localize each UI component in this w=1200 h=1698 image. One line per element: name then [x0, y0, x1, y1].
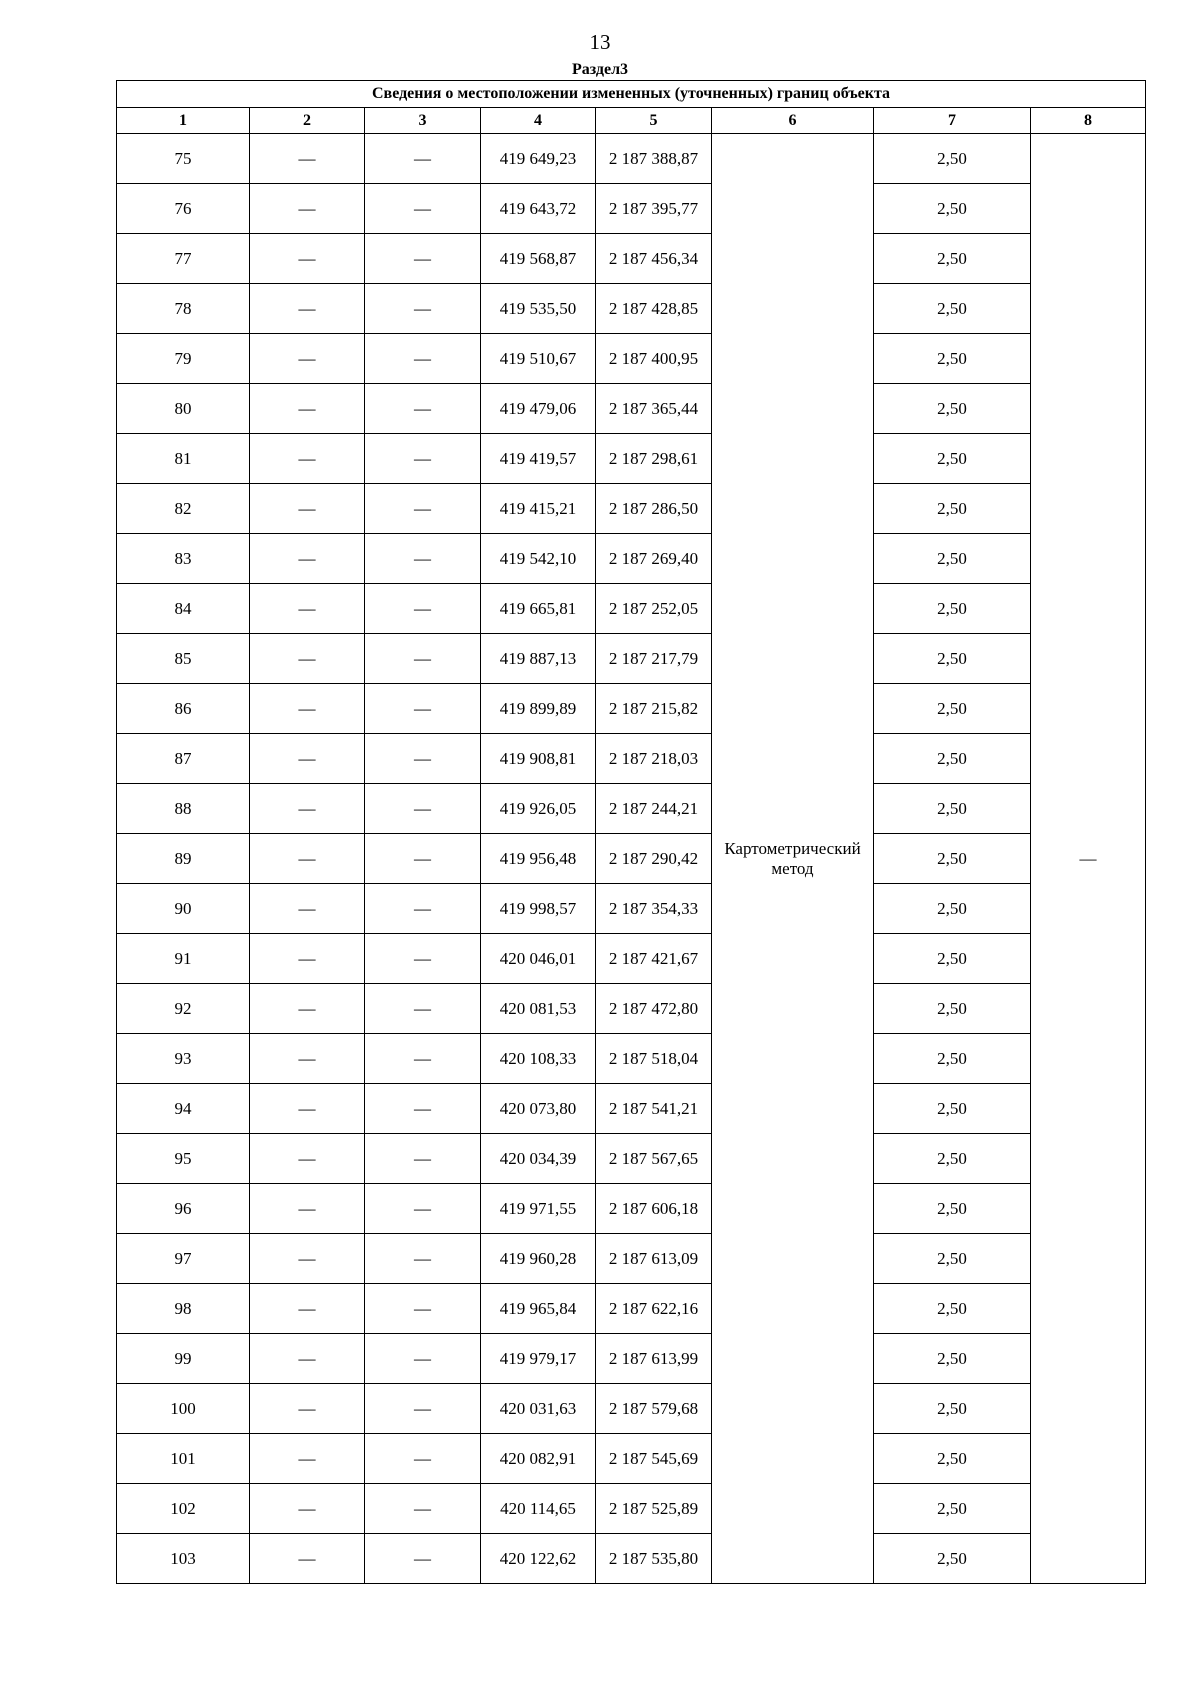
- coord-y: 2 187 567,65: [596, 1134, 712, 1184]
- point-number: 77: [117, 234, 250, 284]
- col2-dash: —: [250, 1484, 365, 1534]
- coord-x: 419 979,17: [481, 1334, 596, 1384]
- column-header: 6: [712, 108, 874, 134]
- point-number: 87: [117, 734, 250, 784]
- accuracy: 2,50: [874, 634, 1031, 684]
- coord-y: 2 187 252,05: [596, 584, 712, 634]
- coord-x: 420 108,33: [481, 1034, 596, 1084]
- col2-dash: —: [250, 1334, 365, 1384]
- point-number: 83: [117, 534, 250, 584]
- table-title-row: [117, 81, 1146, 108]
- coord-x: 420 073,80: [481, 1084, 596, 1134]
- point-number: 89: [117, 834, 250, 884]
- coord-y: 2 187 541,21: [596, 1084, 712, 1134]
- col2-dash: —: [250, 784, 365, 834]
- point-number: 78: [117, 284, 250, 334]
- col2-dash: —: [250, 734, 365, 784]
- table-row: [117, 934, 1146, 984]
- col3-dash: —: [365, 134, 481, 184]
- coord-x: 420 034,39: [481, 1134, 596, 1184]
- coord-x: 419 965,84: [481, 1284, 596, 1334]
- col3-dash: —: [365, 1484, 481, 1534]
- col3-dash: —: [365, 1534, 481, 1584]
- coord-y: 2 187 388,87: [596, 134, 712, 184]
- coord-y: 2 187 622,16: [596, 1284, 712, 1334]
- col3-dash: —: [365, 534, 481, 584]
- point-number: 98: [117, 1284, 250, 1334]
- table-row: [117, 1284, 1146, 1334]
- coord-y: 2 187 518,04: [596, 1034, 712, 1084]
- accuracy: 2,50: [874, 584, 1031, 634]
- accuracy: 2,50: [874, 1534, 1031, 1584]
- coord-y: 2 187 215,82: [596, 684, 712, 734]
- table-row: [117, 634, 1146, 684]
- coord-y: 2 187 613,99: [596, 1334, 712, 1384]
- coord-y: 2 187 428,85: [596, 284, 712, 334]
- point-number: 82: [117, 484, 250, 534]
- col3-dash: —: [365, 984, 481, 1034]
- point-number: 90: [117, 884, 250, 934]
- accuracy: 2,50: [874, 1234, 1031, 1284]
- col3-dash: —: [365, 1084, 481, 1134]
- coord-x: 419 887,13: [481, 634, 596, 684]
- col3-dash: —: [365, 234, 481, 284]
- accuracy: 2,50: [874, 234, 1031, 284]
- accuracy: 2,50: [874, 684, 1031, 734]
- coord-y: 2 187 421,67: [596, 934, 712, 984]
- coord-x: 420 122,62: [481, 1534, 596, 1584]
- col3-dash: —: [365, 1184, 481, 1234]
- coord-x: 419 899,89: [481, 684, 596, 734]
- col2-dash: —: [250, 984, 365, 1034]
- point-number: 101: [117, 1434, 250, 1484]
- accuracy: 2,50: [874, 384, 1031, 434]
- coord-y: 2 187 613,09: [596, 1234, 712, 1284]
- coord-y: 2 187 456,34: [596, 234, 712, 284]
- coord-y: 2 187 354,33: [596, 884, 712, 934]
- accuracy: 2,50: [874, 1384, 1031, 1434]
- accuracy: 2,50: [874, 1334, 1031, 1384]
- table-row: [117, 734, 1146, 784]
- coord-x: 419 419,57: [481, 434, 596, 484]
- coord-y: 2 187 400,95: [596, 334, 712, 384]
- table-row: [117, 1234, 1146, 1284]
- col3-dash: —: [365, 184, 481, 234]
- point-number: 88: [117, 784, 250, 834]
- point-number: 76: [117, 184, 250, 234]
- col2-dash: —: [250, 1534, 365, 1584]
- col2-dash: —: [250, 1084, 365, 1134]
- coord-x: 419 479,06: [481, 384, 596, 434]
- table-row: [117, 1034, 1146, 1084]
- table-row: [117, 1084, 1146, 1134]
- boundary-table: [116, 80, 1146, 1584]
- point-number: 103: [117, 1534, 250, 1584]
- accuracy: 2,50: [874, 434, 1031, 484]
- accuracy: 2,50: [874, 534, 1031, 584]
- coord-x: 419 542,10: [481, 534, 596, 584]
- accuracy: 2,50: [874, 1484, 1031, 1534]
- col3-dash: —: [365, 1284, 481, 1334]
- col2-dash: —: [250, 1134, 365, 1184]
- coord-y: 2 187 365,44: [596, 384, 712, 434]
- column-header: 4: [481, 108, 596, 134]
- point-number: 92: [117, 984, 250, 1034]
- col3-dash: —: [365, 684, 481, 734]
- col2-dash: —: [250, 184, 365, 234]
- column-header: 2: [250, 108, 365, 134]
- coord-y: 2 187 298,61: [596, 434, 712, 484]
- point-number: 75: [117, 134, 250, 184]
- column-header-row: [117, 108, 1146, 134]
- coord-y: 2 187 525,89: [596, 1484, 712, 1534]
- accuracy: 2,50: [874, 934, 1031, 984]
- table-row: [117, 484, 1146, 534]
- coord-y: 2 187 579,68: [596, 1384, 712, 1434]
- coord-x: 419 568,87: [481, 234, 596, 284]
- accuracy: 2,50: [874, 334, 1031, 384]
- table-row: [117, 1384, 1146, 1434]
- accuracy: 2,50: [874, 1284, 1031, 1334]
- accuracy: 2,50: [874, 484, 1031, 534]
- col3-dash: —: [365, 1334, 481, 1384]
- coord-y: 2 187 217,79: [596, 634, 712, 684]
- table-row: [117, 784, 1146, 834]
- accuracy: 2,50: [874, 184, 1031, 234]
- table-row: [117, 534, 1146, 584]
- point-number: 91: [117, 934, 250, 984]
- table-row: [117, 284, 1146, 334]
- col2-dash: —: [250, 1434, 365, 1484]
- col2-dash: —: [250, 1034, 365, 1084]
- coord-x: 420 114,65: [481, 1484, 596, 1534]
- col2-dash: —: [250, 684, 365, 734]
- table-row: [117, 134, 1146, 184]
- col3-dash: —: [365, 584, 481, 634]
- coord-y: 2 187 290,42: [596, 834, 712, 884]
- point-number: 96: [117, 1184, 250, 1234]
- col3-dash: —: [365, 484, 481, 534]
- page-number: 13: [589, 30, 611, 54]
- table-row: [117, 434, 1146, 484]
- point-number: 102: [117, 1484, 250, 1534]
- column-header: 5: [596, 108, 712, 134]
- coord-y: 2 187 606,18: [596, 1184, 712, 1234]
- point-number: 84: [117, 584, 250, 634]
- col3-dash: —: [365, 634, 481, 684]
- coord-x: 419 998,57: [481, 884, 596, 934]
- col3-dash: —: [365, 1234, 481, 1284]
- point-number: 100: [117, 1384, 250, 1434]
- coord-x: 419 926,05: [481, 784, 596, 834]
- coord-y: 2 187 545,69: [596, 1434, 712, 1484]
- table-row: [117, 384, 1146, 434]
- col2-dash: —: [250, 634, 365, 684]
- accuracy: 2,50: [874, 734, 1031, 784]
- col3-dash: —: [365, 1034, 481, 1084]
- table-row: [117, 834, 1146, 884]
- table-row: [117, 984, 1146, 1034]
- col2-dash: —: [250, 284, 365, 334]
- col3-dash: —: [365, 784, 481, 834]
- table-row: [117, 1134, 1146, 1184]
- col3-dash: —: [365, 834, 481, 884]
- coord-y: 2 187 269,40: [596, 534, 712, 584]
- accuracy: 2,50: [874, 784, 1031, 834]
- table-title: Сведения о местоположении измененных (уточненных) границ объекта: [117, 81, 1146, 108]
- accuracy: 2,50: [874, 284, 1031, 334]
- accuracy: 2,50: [874, 1134, 1031, 1184]
- point-number: 93: [117, 1034, 250, 1084]
- point-number: 85: [117, 634, 250, 684]
- coord-x: 420 046,01: [481, 934, 596, 984]
- col2-dash: —: [250, 134, 365, 184]
- coord-y: 2 187 395,77: [596, 184, 712, 234]
- table-row: [117, 334, 1146, 384]
- method-cell: Картометрический метод: [712, 134, 874, 1584]
- col2-dash: —: [250, 384, 365, 434]
- col8-cell: —: [1031, 134, 1146, 1584]
- coord-x: 419 665,81: [481, 584, 596, 634]
- col2-dash: —: [250, 1384, 365, 1434]
- coord-x: 419 643,72: [481, 184, 596, 234]
- coord-y: 2 187 286,50: [596, 484, 712, 534]
- column-header: 3: [365, 108, 481, 134]
- coord-x: 419 535,50: [481, 284, 596, 334]
- table-row: [117, 584, 1146, 634]
- coord-x: 419 415,21: [481, 484, 596, 534]
- coord-x: 419 908,81: [481, 734, 596, 784]
- coord-x: 419 510,67: [481, 334, 596, 384]
- col3-dash: —: [365, 934, 481, 984]
- accuracy: 2,50: [874, 1434, 1031, 1484]
- table-row: [117, 684, 1146, 734]
- col2-dash: —: [250, 834, 365, 884]
- col2-dash: —: [250, 1234, 365, 1284]
- table-row: [117, 1484, 1146, 1534]
- coord-x: 419 649,23: [481, 134, 596, 184]
- col3-dash: —: [365, 1384, 481, 1434]
- column-header: 7: [874, 108, 1031, 134]
- coord-x: 420 031,63: [481, 1384, 596, 1434]
- col2-dash: —: [250, 584, 365, 634]
- coord-x: 419 960,28: [481, 1234, 596, 1284]
- column-header: 1: [117, 108, 250, 134]
- table-row: [117, 884, 1146, 934]
- coord-y: 2 187 535,80: [596, 1534, 712, 1584]
- col2-dash: —: [250, 884, 365, 934]
- column-header: 8: [1031, 108, 1146, 134]
- coord-y: 2 187 218,03: [596, 734, 712, 784]
- coord-x: 419 971,55: [481, 1184, 596, 1234]
- coord-x: 420 082,91: [481, 1434, 596, 1484]
- accuracy: 2,50: [874, 984, 1031, 1034]
- col3-dash: —: [365, 434, 481, 484]
- table-row: [117, 184, 1146, 234]
- coord-y: 2 187 244,21: [596, 784, 712, 834]
- point-number: 80: [117, 384, 250, 434]
- section-title: Раздел3: [571, 61, 629, 78]
- col2-dash: —: [250, 934, 365, 984]
- col3-dash: —: [365, 334, 481, 384]
- col3-dash: —: [365, 1434, 481, 1484]
- table-row: [117, 1334, 1146, 1384]
- col2-dash: —: [250, 1184, 365, 1234]
- accuracy: 2,50: [874, 834, 1031, 884]
- col2-dash: —: [250, 234, 365, 284]
- table-row: [117, 1434, 1146, 1484]
- accuracy: 2,50: [874, 134, 1031, 184]
- accuracy: 2,50: [874, 1184, 1031, 1234]
- point-number: 97: [117, 1234, 250, 1284]
- accuracy: 2,50: [874, 1034, 1031, 1084]
- coord-x: 419 956,48: [481, 834, 596, 884]
- table-row: [117, 234, 1146, 284]
- point-number: 95: [117, 1134, 250, 1184]
- point-number: 99: [117, 1334, 250, 1384]
- accuracy: 2,50: [874, 884, 1031, 934]
- col2-dash: —: [250, 1284, 365, 1334]
- col2-dash: —: [250, 534, 365, 584]
- col3-dash: —: [365, 1134, 481, 1184]
- point-number: 94: [117, 1084, 250, 1134]
- col2-dash: —: [250, 334, 365, 384]
- col2-dash: —: [250, 434, 365, 484]
- point-number: 81: [117, 434, 250, 484]
- point-number: 86: [117, 684, 250, 734]
- table-row: [117, 1184, 1146, 1234]
- table-row: [117, 1534, 1146, 1584]
- accuracy: 2,50: [874, 1084, 1031, 1134]
- coord-x: 420 081,53: [481, 984, 596, 1034]
- col3-dash: —: [365, 284, 481, 334]
- col3-dash: —: [365, 734, 481, 784]
- point-number: 79: [117, 334, 250, 384]
- col3-dash: —: [365, 384, 481, 434]
- col2-dash: —: [250, 484, 365, 534]
- coord-y: 2 187 472,80: [596, 984, 712, 1034]
- col3-dash: —: [365, 884, 481, 934]
